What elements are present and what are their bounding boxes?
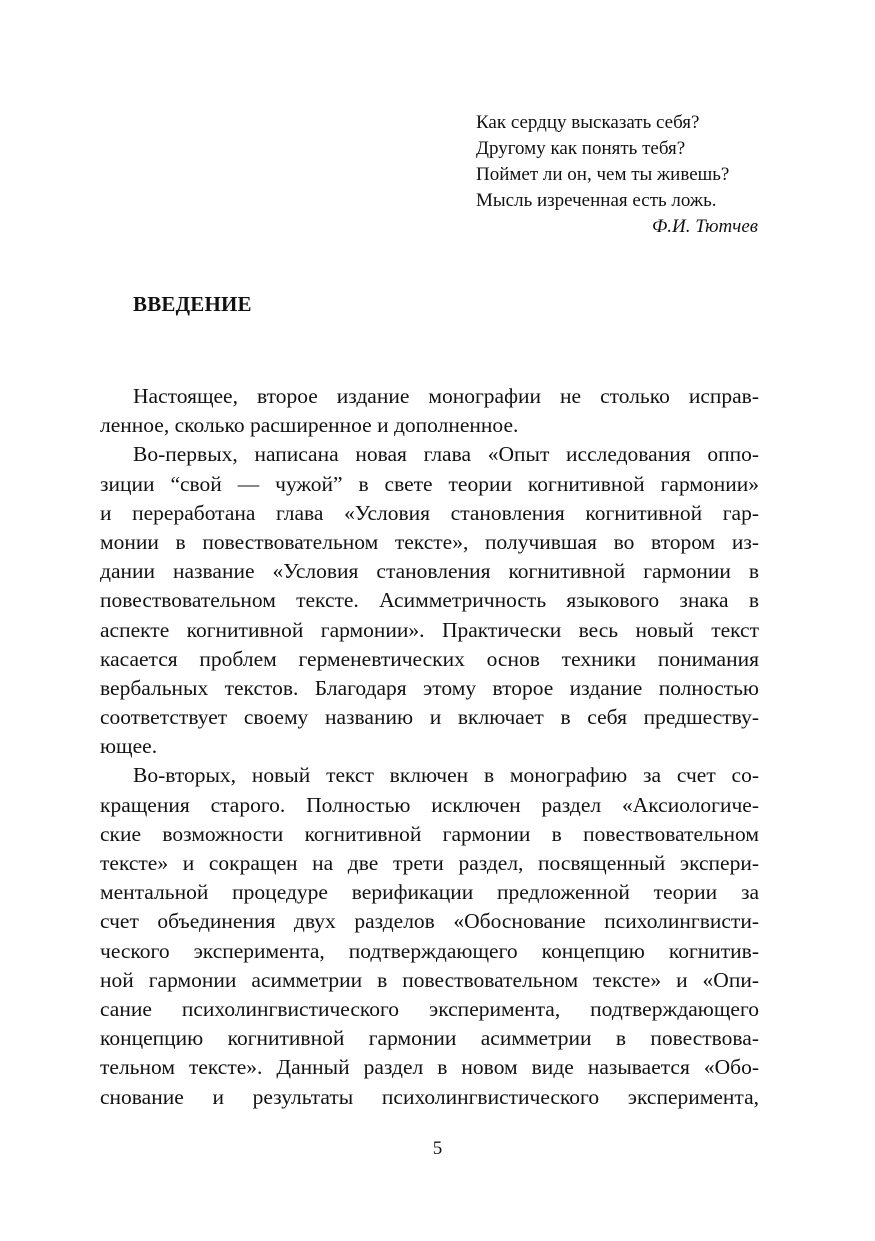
body-text: [100, 382, 759, 1112]
text-line: Во-первых, написана новая глава «Опыт исследования оппо-: [133, 442, 759, 467]
text-line: зиции “свой — чужой” в свете теории когнитивной гармонии»: [100, 471, 759, 496]
text-line: концепцию когнитивной гармонии асимметрии в повествова-: [100, 1026, 759, 1051]
text-line: снование и результаты психолингвистического эксперимента,: [100, 1084, 759, 1109]
epigraph-line: Как сердцу высказать себя?: [476, 112, 700, 133]
text-line: кращения старого. Полностью исключен раздел «Аксиологиче-: [100, 792, 759, 817]
epigraph-line: Другому как понять тебя?: [476, 138, 686, 159]
text-line: дании название «Условия становления когнитивной гармонии в: [100, 559, 759, 584]
text-line: аспекте когнитивной гармонии». Практически весь новый текст: [100, 617, 759, 642]
epigraph-author: Ф.И. Тютчев: [652, 216, 758, 237]
text-line: и переработана глава «Условия становления когнитивной гар-: [100, 500, 759, 525]
epigraph: [476, 110, 766, 240]
epigraph-line: Мысль изреченная есть ложь.: [476, 190, 717, 211]
section-heading: ВВЕДЕНИЕ: [133, 292, 252, 316]
text-line: вербальных текстов. Благодаря этому второе издание полностью: [100, 675, 759, 700]
text-line: ментальной процедуре верификации предложенной теории за: [100, 880, 759, 905]
text-line: касается проблем герменевтических основ техники понимания: [100, 646, 759, 671]
text-line: ские возможности когнитивной гармонии в повествовательном: [100, 821, 759, 846]
text-line: повествовательном тексте. Асимметричность языкового знака в: [100, 588, 759, 613]
text-line: ческого эксперимента, подтверждающего концепцию когнитив-: [100, 938, 759, 963]
epigraph-line: Поймет ли он, чем ты живешь?: [476, 164, 730, 185]
text-line: счет объединения двух разделов «Обоснование психолингвисти-: [100, 909, 759, 934]
text-line: Во-вторых, новый текст включен в монографию за счет со-: [133, 763, 759, 788]
text-line: ленное, сколько расширенное и дополненное.: [100, 413, 519, 438]
text-line: ющее.: [100, 734, 158, 759]
text-line: соответствует своему названию и включает в себя предшеству-: [100, 705, 759, 730]
text-line: Настоящее, второе издание монографии не столько исправ-: [133, 384, 759, 408]
text-line: тексте» и сокращен на две трети раздел, посвященный экспери-: [100, 851, 759, 875]
text-line: ной гармонии асимметрии в повествовательном тексте» и «Опи-: [100, 967, 759, 992]
text-line: тельном тексте». Данный раздел в новом виде называется «Обо-: [100, 1055, 759, 1080]
text-line: монии в повествовательном тексте», получившая во втором из-: [100, 529, 759, 554]
text-line: сание психолингвистического эксперимента, подтверждающего: [100, 996, 759, 1021]
page-number: 5: [432, 1138, 443, 1159]
